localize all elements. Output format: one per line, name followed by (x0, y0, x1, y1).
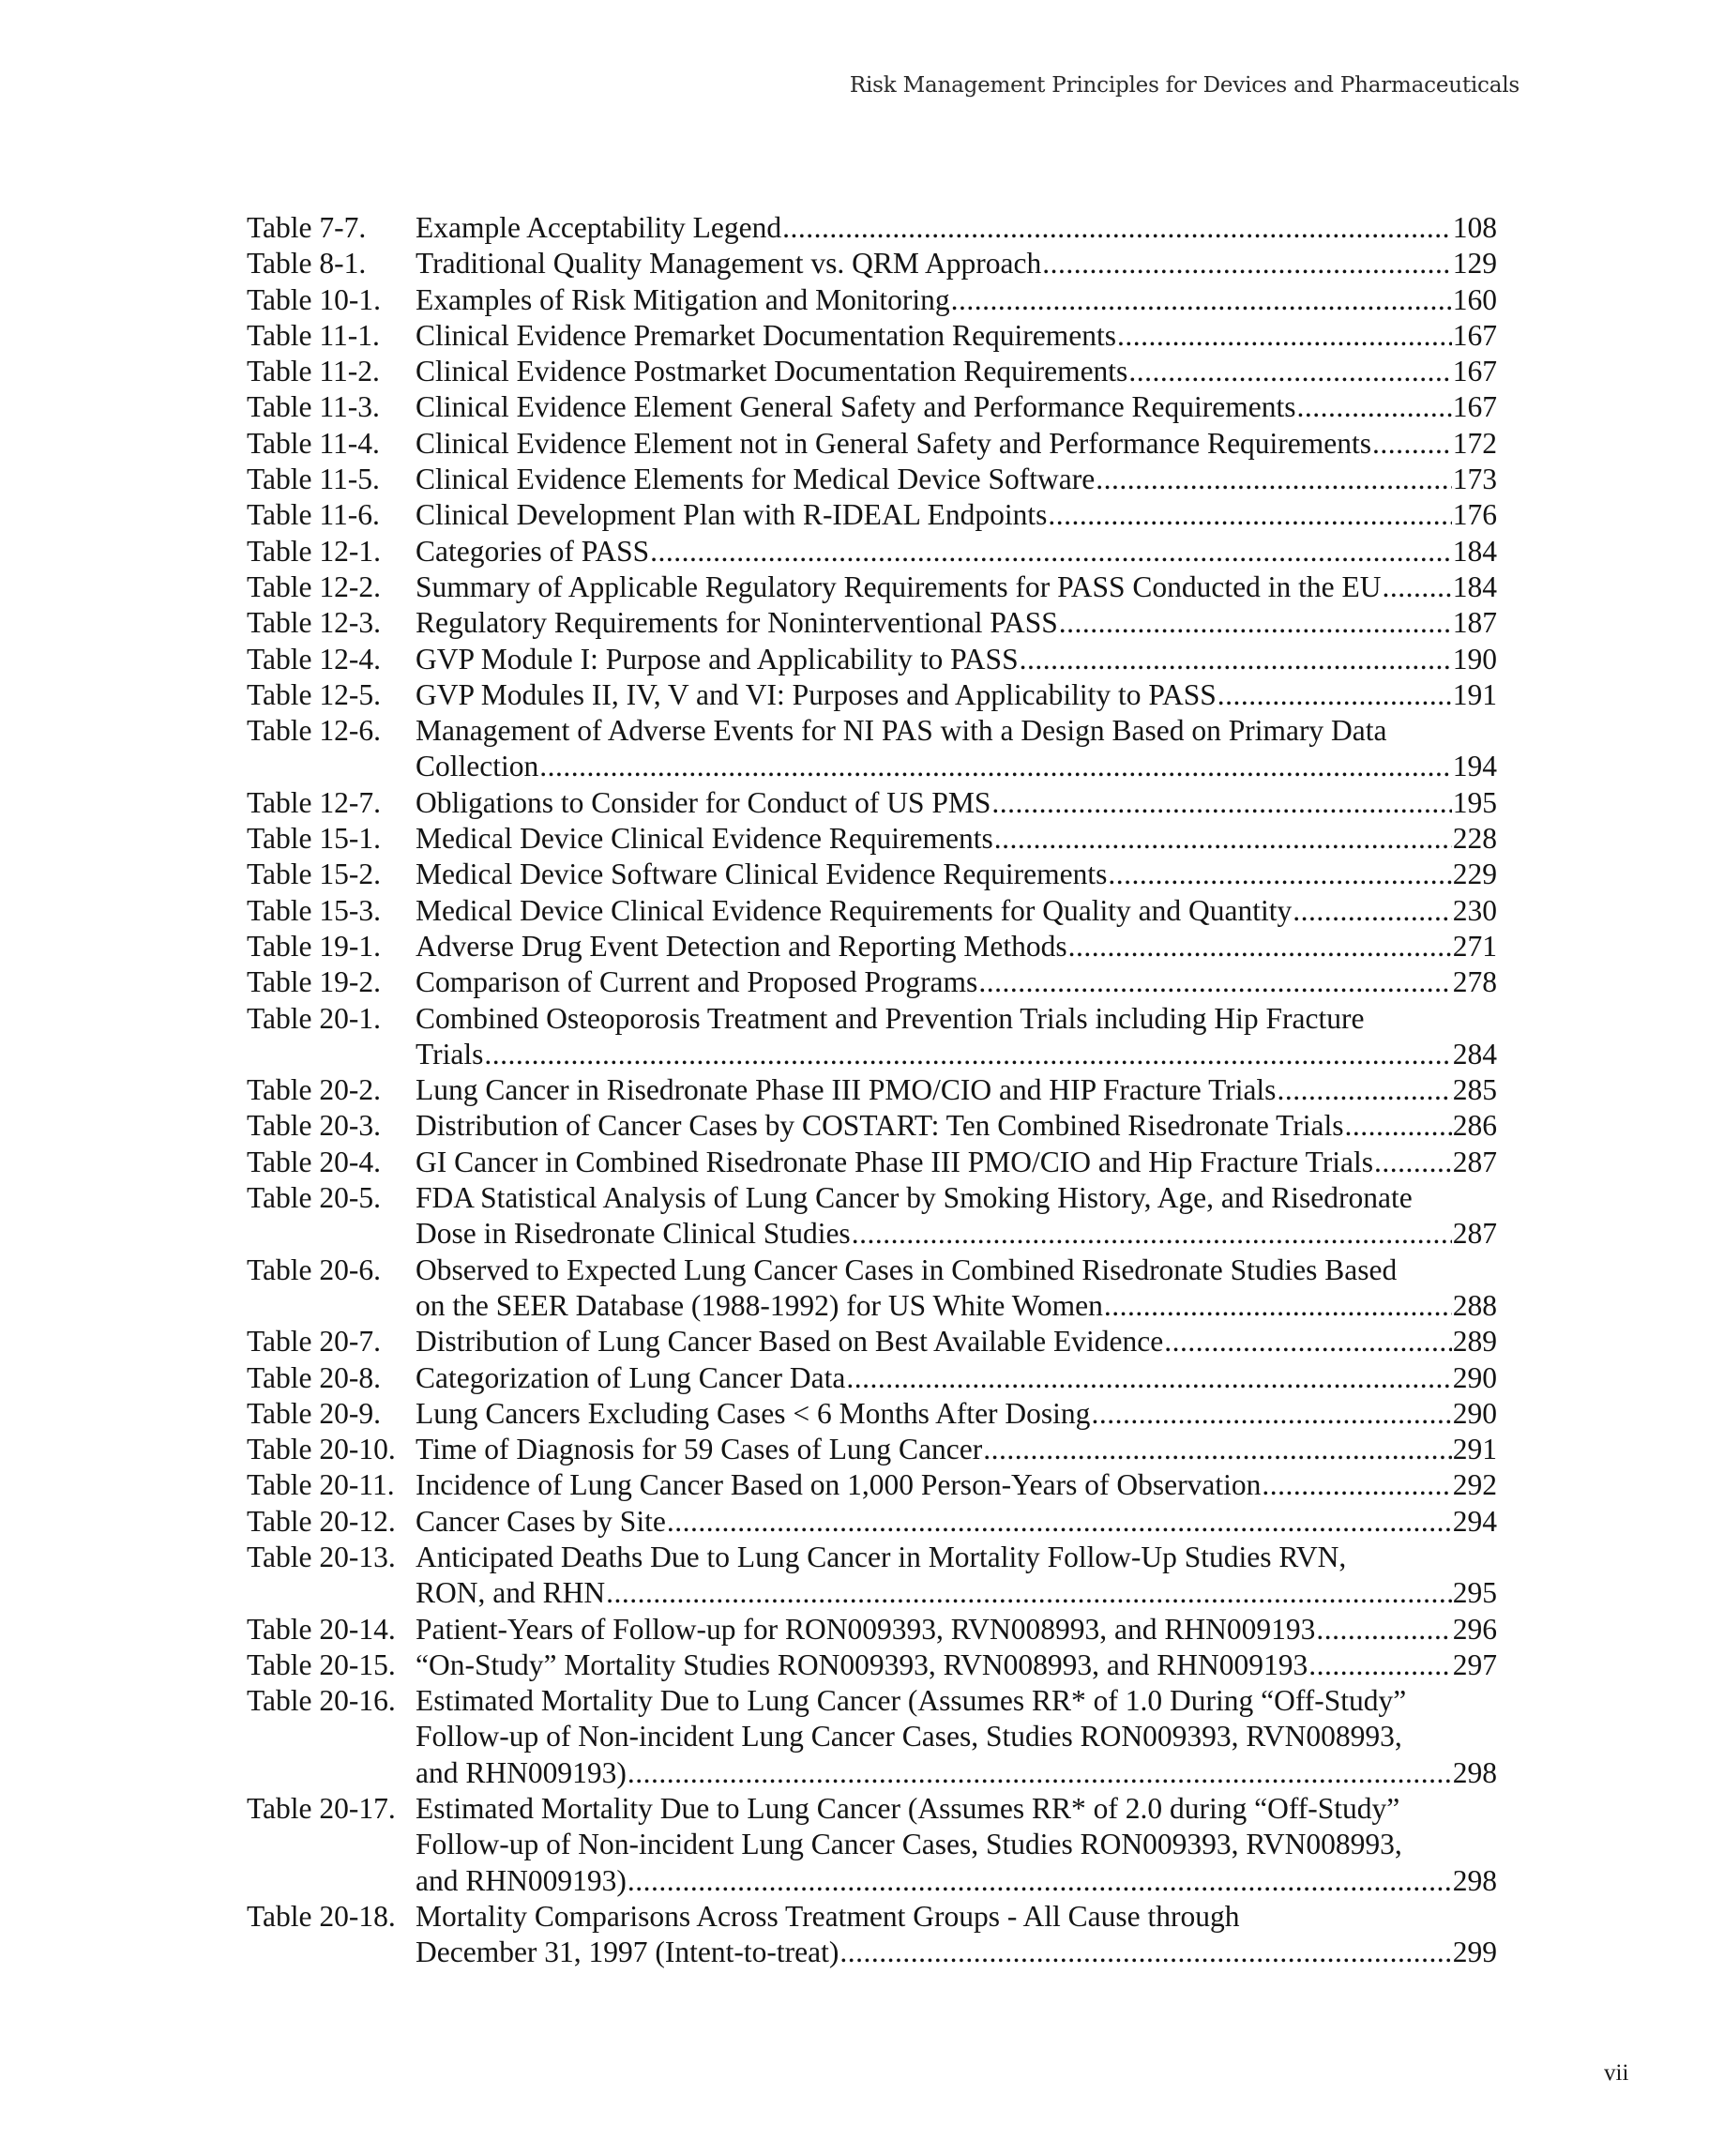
toc-entry[interactable] (247, 1899, 1497, 1971)
toc-entry-title (416, 1145, 1497, 1180)
toc-entry-title-text: Clinical Development Plan with R-IDEAL Endpoints (416, 498, 1048, 532)
toc-entry-title-text: FDA Statistical Analysis of Lung Cancer by Smoking History, Age, and Risedronate (416, 1181, 1413, 1215)
toc-entry-page-number: 296 (1452, 1612, 1497, 1646)
toc-entry-label: Table 8-1. (247, 247, 367, 281)
toc-entry-title-text: Observed to Expected Lung Cancer Cases in Combined Risedronate Studies Based (416, 1253, 1398, 1286)
toc-entry[interactable] (247, 354, 1497, 389)
toc-entry-title (416, 462, 1497, 497)
toc-entry[interactable] (247, 534, 1497, 569)
dot-leader (628, 1755, 1452, 1791)
toc-entry-title (416, 1612, 1497, 1647)
toc-entry-title-text: “On-Study” Mortality Studies RON009393, RVN008993, and RHN009193 (416, 1647, 1308, 1681)
dot-leader (1164, 1324, 1452, 1359)
dot-leader (606, 1575, 1452, 1611)
toc-entry[interactable] (247, 282, 1497, 318)
toc-entry-page-number: 108 (1452, 211, 1497, 244)
toc-entry[interactable] (247, 1467, 1497, 1503)
toc-entry[interactable] (247, 462, 1497, 497)
toc-entry-label: Table 15-1. (247, 822, 381, 856)
dot-leader (1316, 1612, 1451, 1647)
running-header: Risk Management Principles for Devices and Pharmaceuticals (849, 73, 1520, 98)
toc-entry-title-line (416, 497, 1497, 533)
toc-entry-title-text: Patient-Years of Follow-up for RON009393, RVN008993, and RHN009193 (416, 1612, 1316, 1646)
toc-entry[interactable] (247, 318, 1497, 354)
toc-entry[interactable] (247, 1180, 1497, 1253)
list-of-tables (247, 210, 1497, 1971)
toc-entry-title (416, 929, 1497, 964)
toc-entry-title-text: Medical Device Clinical Evidence Requirements for Quality and Quantity (416, 893, 1293, 927)
toc-entry-label: Table 12-3. (247, 606, 381, 640)
toc-entry-title-text: Clinical Evidence Element not in General Safety and Performance Requirements (416, 426, 1372, 460)
toc-entry-page-number: 298 (1452, 1863, 1497, 1897)
toc-entry-title (416, 857, 1497, 892)
toc-entry[interactable] (247, 210, 1497, 246)
toc-entry-title-text: Estimated Mortality Due to Lung Cancer (Assumes RR* of 2.0 during “Off-Study” (416, 1792, 1400, 1826)
toc-entry-page-number: 297 (1452, 1647, 1497, 1681)
toc-entry-page-number: 288 (1452, 1288, 1497, 1322)
toc-entry-title-line (416, 1755, 1497, 1791)
toc-entry-page-number: 184 (1452, 534, 1497, 568)
toc-entry[interactable] (247, 1145, 1497, 1180)
dot-leader (1108, 857, 1451, 892)
toc-entry-title-text: Distribution of Cancer Cases by COSTART: Ten Combined Risedronate Trials (416, 1109, 1344, 1143)
toc-entry-page-number: 184 (1452, 569, 1497, 603)
toc-entry-label: Table 20-10. (247, 1433, 396, 1466)
toc-entry-title-text: Lung Cancer in Risedronate Phase III PMO/CIO and HIP Fracture Trials (416, 1073, 1277, 1107)
toc-entry-title-line (416, 1575, 1497, 1611)
toc-entry[interactable] (247, 964, 1497, 1000)
toc-entry-page-number: 271 (1452, 929, 1497, 963)
toc-entry-title-line (416, 1504, 1497, 1540)
toc-entry-title (416, 893, 1497, 929)
toc-entry-title-text: Follow-up of Non-incident Lung Cancer Cases, Studies RON009393, RVN008993, (416, 1720, 1402, 1754)
toc-entry-label: Table 20-1. (247, 1001, 381, 1035)
toc-entry-title (416, 1647, 1497, 1683)
toc-entry-title-text: Cancer Cases by Site (416, 1504, 666, 1538)
dot-leader (1374, 1145, 1452, 1180)
toc-entry[interactable] (247, 1647, 1497, 1683)
dot-leader (1277, 1072, 1451, 1108)
toc-entry-page-number: 292 (1452, 1468, 1497, 1502)
toc-entry-title-line (416, 857, 1497, 892)
toc-entry-title (416, 964, 1497, 1000)
toc-entry-title-text: and RHN009193) (416, 1863, 627, 1897)
dot-leader (1217, 677, 1452, 713)
toc-entry-title (416, 282, 1497, 318)
toc-entry-title-text: Categories of PASS (416, 534, 650, 568)
toc-entry-title-line (416, 1540, 1497, 1575)
toc-entry-title-line (416, 785, 1497, 821)
toc-entry-label: Table 11-6. (247, 498, 380, 532)
toc-entry-title-text: Traditional Quality Management vs. QRM Approach (416, 247, 1042, 281)
toc-entry-title-text: GI Cancer in Combined Risedronate Phase III PMO/CIO and Hip Fracture Trials (416, 1145, 1373, 1178)
toc-entry-page-number: 187 (1452, 606, 1497, 640)
toc-entry[interactable] (247, 1683, 1497, 1791)
toc-entry-title-line (416, 1863, 1497, 1899)
toc-entry-title (416, 1108, 1497, 1144)
toc-entry-title-text: Estimated Mortality Due to Lung Cancer (Assumes RR* of 1.0 During “Off-Study” (416, 1684, 1407, 1718)
toc-entry-page-number: 129 (1452, 247, 1497, 281)
toc-entry-page-number: 278 (1452, 965, 1497, 999)
toc-entry-page-number: 176 (1452, 498, 1497, 532)
toc-entry-page-number: 167 (1452, 390, 1497, 424)
toc-entry-label: Table 20-8. (247, 1360, 381, 1394)
toc-entry-title (416, 713, 1497, 785)
toc-entry-label: Table 20-15. (247, 1647, 396, 1681)
toc-entry[interactable] (247, 713, 1497, 785)
toc-entry-label: Table 12-1. (247, 534, 381, 568)
toc-entry-title-line (416, 1288, 1497, 1324)
toc-entry-title (416, 497, 1497, 533)
toc-entry-page-number: 167 (1452, 355, 1497, 388)
toc-entry-title-text: Medical Device Clinical Evidence Requirements (416, 822, 993, 856)
toc-entry-title-line (416, 282, 1497, 318)
toc-entry[interactable] (247, 1253, 1497, 1325)
toc-entry-title-line (416, 246, 1497, 281)
toc-entry-title-line (416, 569, 1497, 605)
toc-entry[interactable] (247, 426, 1497, 462)
toc-entry-title (416, 534, 1497, 569)
toc-entry-page-number: 195 (1452, 785, 1497, 819)
toc-entry-title (416, 605, 1497, 641)
toc-entry-label: Table 11-5. (247, 463, 380, 496)
toc-entry-title-text: Clinical Evidence Postmarket Documentation Requirements (416, 355, 1128, 388)
toc-entry-title-line (416, 1360, 1497, 1396)
toc-entry-title-line (416, 1216, 1497, 1252)
toc-entry-title-text: Clinical Evidence Element General Safety and Performance Requirements (416, 390, 1296, 424)
toc-entry-title-text: Collection (416, 750, 539, 783)
toc-entry-title-line (416, 1180, 1497, 1216)
toc-entry-page-number: 289 (1452, 1325, 1497, 1359)
toc-entry-title-line (416, 1396, 1497, 1432)
toc-entry-page-number: 294 (1452, 1504, 1497, 1538)
toc-entry-title-line (416, 426, 1497, 462)
toc-entry-title-text: Comparison of Current and Proposed Programs (416, 965, 978, 999)
toc-entry-title-line (416, 1719, 1497, 1754)
toc-entry-page-number: 228 (1452, 822, 1497, 856)
toc-entry-title (416, 1467, 1497, 1503)
toc-entry-title-text: Incidence of Lung Cancer Based on 1,000 Person-Years of Observation (416, 1468, 1262, 1502)
toc-entry-label: Table 11-3. (247, 390, 380, 424)
toc-entry-title-text: GVP Modules II, IV, V and VI: Purposes and Applicability to PASS (416, 677, 1217, 711)
toc-entry-page-number: 287 (1452, 1145, 1497, 1178)
toc-entry-title-line (416, 1791, 1497, 1827)
toc-entry[interactable] (247, 929, 1497, 964)
toc-entry[interactable] (247, 1360, 1497, 1396)
toc-entry-page-number: 286 (1452, 1109, 1497, 1143)
toc-entry-title-text: Management of Adverse Events for NI PAS with a Design Based on Primary Data (416, 714, 1387, 748)
toc-entry-page-number: 160 (1452, 282, 1497, 316)
dot-leader (1117, 318, 1452, 354)
toc-entry-label: Table 15-3. (247, 893, 381, 927)
toc-entry-title-line (416, 389, 1497, 425)
toc-entry-label: Table 20-3. (247, 1109, 381, 1143)
toc-entry-title-line (416, 354, 1497, 389)
toc-entry-label: Table 20-9. (247, 1396, 381, 1430)
dot-leader (1297, 389, 1452, 425)
toc-entry-title (416, 642, 1497, 677)
toc-entry-label: Table 20-13. (247, 1540, 396, 1573)
toc-entry[interactable] (247, 1072, 1497, 1108)
toc-entry-title (416, 1360, 1497, 1396)
dot-leader (1128, 354, 1451, 389)
toc-entry-page-number: 295 (1452, 1576, 1497, 1610)
toc-entry-title (416, 1324, 1497, 1359)
toc-entry-label: Table 20-12. (247, 1504, 396, 1538)
toc-entry-title-line (416, 1108, 1497, 1144)
toc-entry-title-text: Clinical Evidence Elements for Medical Device Software (416, 463, 1096, 496)
toc-entry-title (416, 821, 1497, 857)
toc-entry-label: Table 12-2. (247, 569, 381, 603)
toc-entry-label: Table 20-14. (247, 1612, 396, 1646)
toc-entry-label: Table 20-7. (247, 1325, 381, 1359)
toc-entry-title (416, 1504, 1497, 1540)
toc-entry-title-text: Combined Osteoporosis Treatment and Prevention Trials including Hip Fracture (416, 1001, 1365, 1035)
toc-entry-label: Table 20-5. (247, 1181, 381, 1215)
toc-entry-page-number: 230 (1452, 893, 1497, 927)
toc-entry-title-line (416, 534, 1497, 569)
toc-entry-page-number: 290 (1452, 1360, 1497, 1394)
toc-entry-title-line (416, 893, 1497, 929)
toc-entry-title (416, 1899, 1497, 1971)
toc-entry-title (416, 1432, 1497, 1467)
dot-leader (1308, 1647, 1452, 1683)
toc-entry[interactable] (247, 1396, 1497, 1432)
toc-entry-title-line (416, 964, 1497, 1000)
toc-entry-title-line (416, 1072, 1497, 1108)
toc-entry-page-number: 284 (1452, 1037, 1497, 1070)
toc-entry-title (416, 1253, 1497, 1325)
toc-entry-title-line (416, 462, 1497, 497)
toc-entry[interactable] (247, 642, 1497, 677)
toc-entry-label: Table 12-4. (247, 642, 381, 676)
dot-leader (1068, 929, 1452, 964)
page-number: vii (1604, 2060, 1629, 2086)
dot-leader (539, 749, 1452, 784)
toc-entry-title-text: RON, and RHN (416, 1576, 606, 1610)
toc-entry-title (416, 1072, 1497, 1108)
toc-entry[interactable] (247, 1540, 1497, 1612)
toc-entry-title-text: Anticipated Deaths Due to Lung Cancer in Mortality Follow-Up Studies RVN, (416, 1540, 1347, 1573)
toc-entry-title (416, 569, 1497, 605)
toc-entry-title-line (416, 1683, 1497, 1719)
toc-entry-title-text: Trials (416, 1037, 484, 1070)
toc-entry-title (416, 1540, 1497, 1612)
toc-entry-title (416, 1180, 1497, 1253)
toc-entry[interactable] (247, 821, 1497, 857)
toc-entry-label: Table 20-17. (247, 1792, 396, 1826)
toc-entry-title (416, 318, 1497, 354)
toc-entry-title-line (416, 642, 1497, 677)
toc-entry[interactable] (247, 1324, 1497, 1359)
toc-entry[interactable] (247, 1504, 1497, 1540)
toc-entry-label: Table 11-1. (247, 318, 380, 352)
toc-entry-title-text: Examples of Risk Mitigation and Monitoring (416, 282, 950, 316)
toc-entry-page-number: 172 (1452, 426, 1497, 460)
toc-entry-title-text: Dose in Risedronate Clinical Studies (416, 1217, 851, 1251)
toc-entry-title (416, 677, 1497, 713)
dot-leader (484, 1037, 1451, 1072)
toc-entry-title (416, 426, 1497, 462)
dot-leader (839, 1935, 1451, 1970)
toc-entry-title-text: Adverse Drug Event Detection and Reporting Methods (416, 929, 1067, 963)
toc-entry-page-number: 298 (1452, 1755, 1497, 1789)
toc-entry-title (416, 1396, 1497, 1432)
toc-entry-title-line (416, 929, 1497, 964)
toc-entry-title-text: Clinical Evidence Premarket Documentation Requirements (416, 318, 1117, 352)
toc-entry-title-line (416, 713, 1497, 749)
dot-leader (1104, 1288, 1452, 1324)
dot-leader (628, 1863, 1452, 1899)
dot-leader (1048, 497, 1451, 533)
toc-entry-label: Table 12-5. (247, 677, 381, 711)
toc-entry-title-text: Lung Cancers Excluding Cases < 6 Months After Dosing (416, 1396, 1091, 1430)
toc-entry[interactable] (247, 857, 1497, 892)
dot-leader (978, 964, 1451, 1000)
toc-entry-title-line (416, 1935, 1497, 1970)
toc-entry-title (416, 354, 1497, 389)
toc-entry-title-text: December 31, 1997 (Intent-to-treat) (416, 1936, 839, 1969)
toc-entry[interactable] (247, 677, 1497, 713)
toc-entry-title-line (416, 1001, 1497, 1037)
toc-entry[interactable] (247, 497, 1497, 533)
toc-entry[interactable] (247, 1791, 1497, 1899)
toc-entry-title (416, 785, 1497, 821)
toc-entry-title (416, 389, 1497, 425)
toc-entry-title (416, 1791, 1497, 1899)
toc-entry-title (416, 246, 1497, 281)
toc-entry-label: Table 19-2. (247, 965, 381, 999)
toc-entry-title-text: GVP Module I: Purpose and Applicability to PASS (416, 642, 1019, 676)
toc-entry-title-line (416, 1145, 1497, 1180)
dot-leader (1091, 1396, 1451, 1432)
toc-entry-page-number: 287 (1452, 1217, 1497, 1251)
toc-entry-label: Table 7-7. (247, 211, 367, 244)
toc-entry-page-number: 299 (1452, 1936, 1497, 1969)
toc-entry[interactable] (247, 785, 1497, 821)
dot-leader (991, 785, 1451, 821)
toc-entry-label: Table 20-18. (247, 1899, 396, 1933)
toc-entry-label: Table 20-4. (247, 1145, 381, 1178)
toc-entry-page-number: 290 (1452, 1396, 1497, 1430)
dot-leader (782, 210, 1452, 246)
toc-entry-page-number: 285 (1452, 1073, 1497, 1107)
toc-entry-title-text: Summary of Applicable Regulatory Requirements for PASS Conducted in the EU (416, 569, 1382, 603)
toc-entry-title (416, 210, 1497, 246)
dot-leader (1382, 569, 1451, 605)
toc-entry-title-text: Example Acceptability Legend (416, 211, 782, 244)
toc-entry[interactable] (247, 605, 1497, 641)
toc-entry-title-text: Time of Diagnosis for 59 Cases of Lung Cancer (416, 1433, 983, 1466)
toc-entry-title-line (416, 1827, 1497, 1862)
toc-entry-title-line (416, 210, 1497, 246)
toc-entry-title-line (416, 1612, 1497, 1647)
dot-leader (1042, 246, 1451, 281)
dot-leader (951, 282, 1452, 318)
toc-entry-label: Table 12-7. (247, 785, 381, 819)
toc-entry-title-line (416, 677, 1497, 713)
toc-entry-label: Table 11-4. (247, 426, 380, 460)
toc-entry-page-number: 167 (1452, 318, 1497, 352)
dot-leader (994, 821, 1452, 857)
toc-entry-title-line (416, 1899, 1497, 1935)
dot-leader (650, 534, 1452, 569)
toc-entry-title-text: Distribution of Lung Cancer Based on Best Available Evidence (416, 1325, 1164, 1359)
dot-leader (667, 1504, 1452, 1540)
toc-entry-label: Table 20-16. (247, 1684, 396, 1718)
dot-leader (983, 1432, 1451, 1467)
toc-entry-page-number: 229 (1452, 858, 1497, 891)
toc-entry-title (416, 1683, 1497, 1791)
toc-entry-title-line (416, 1324, 1497, 1359)
toc-entry-label: Table 19-1. (247, 929, 381, 963)
toc-entry-title-line (416, 1647, 1497, 1683)
dot-leader (1262, 1467, 1451, 1503)
dot-leader (1293, 893, 1452, 929)
toc-entry-title-text: Medical Device Software Clinical Evidence Requirements (416, 858, 1108, 891)
toc-entry[interactable] (247, 1432, 1497, 1467)
dot-leader (1059, 605, 1452, 641)
dot-leader (1372, 426, 1452, 462)
toc-entry-label: Table 12-6. (247, 714, 381, 748)
toc-entry-title-text: Obligations to Consider for Conduct of US PMS (416, 785, 991, 819)
dot-leader (846, 1360, 1451, 1396)
toc-entry-title-line (416, 749, 1497, 784)
toc-entry[interactable] (247, 389, 1497, 425)
toc-entry-title-line (416, 605, 1497, 641)
toc-entry[interactable] (247, 569, 1497, 605)
toc-entry-title-text: and RHN009193) (416, 1755, 627, 1789)
toc-entry-title-line (416, 1432, 1497, 1467)
toc-entry-page-number: 173 (1452, 463, 1497, 496)
toc-entry[interactable] (247, 246, 1497, 281)
dot-leader (852, 1216, 1452, 1252)
dot-leader (1020, 642, 1452, 677)
toc-entry-title-text: Regulatory Requirements for Noninterventional PASS (416, 606, 1058, 640)
toc-entry-title-line (416, 1253, 1497, 1288)
toc-entry-title-line (416, 821, 1497, 857)
toc-entry[interactable] (247, 1612, 1497, 1647)
dot-leader (1345, 1108, 1452, 1144)
toc-entry-label: Table 15-2. (247, 858, 381, 891)
toc-entry-page-number: 191 (1452, 677, 1497, 711)
toc-entry-title-text: Categorization of Lung Cancer Data (416, 1360, 846, 1394)
toc-entry-page-number: 190 (1452, 642, 1497, 676)
toc-entry-title-line (416, 1037, 1497, 1072)
toc-entry[interactable] (247, 1001, 1497, 1073)
toc-entry-label: Table 11-2. (247, 355, 380, 388)
toc-entry-title-line (416, 318, 1497, 354)
toc-entry[interactable] (247, 893, 1497, 929)
dot-leader (1096, 462, 1452, 497)
toc-entry-title-line (416, 1467, 1497, 1503)
toc-entry[interactable] (247, 1108, 1497, 1144)
toc-entry-page-number: 291 (1452, 1433, 1497, 1466)
toc-entry-label: Table 20-2. (247, 1073, 381, 1107)
toc-entry-label: Table 20-6. (247, 1253, 381, 1286)
toc-entry-title-text: Follow-up of Non-incident Lung Cancer Cases, Studies RON009393, RVN008993, (416, 1828, 1402, 1861)
toc-entry-title-text: Mortality Comparisons Across Treatment Groups - All Cause through (416, 1899, 1240, 1933)
toc-entry-page-number: 194 (1452, 750, 1497, 783)
toc-entry-title (416, 1001, 1497, 1073)
toc-entry-title-text: on the SEER Database (1988-1992) for US White Women (416, 1288, 1103, 1322)
toc-entry-label: Table 20-11. (247, 1468, 395, 1502)
toc-entry-label: Table 10-1. (247, 282, 381, 316)
